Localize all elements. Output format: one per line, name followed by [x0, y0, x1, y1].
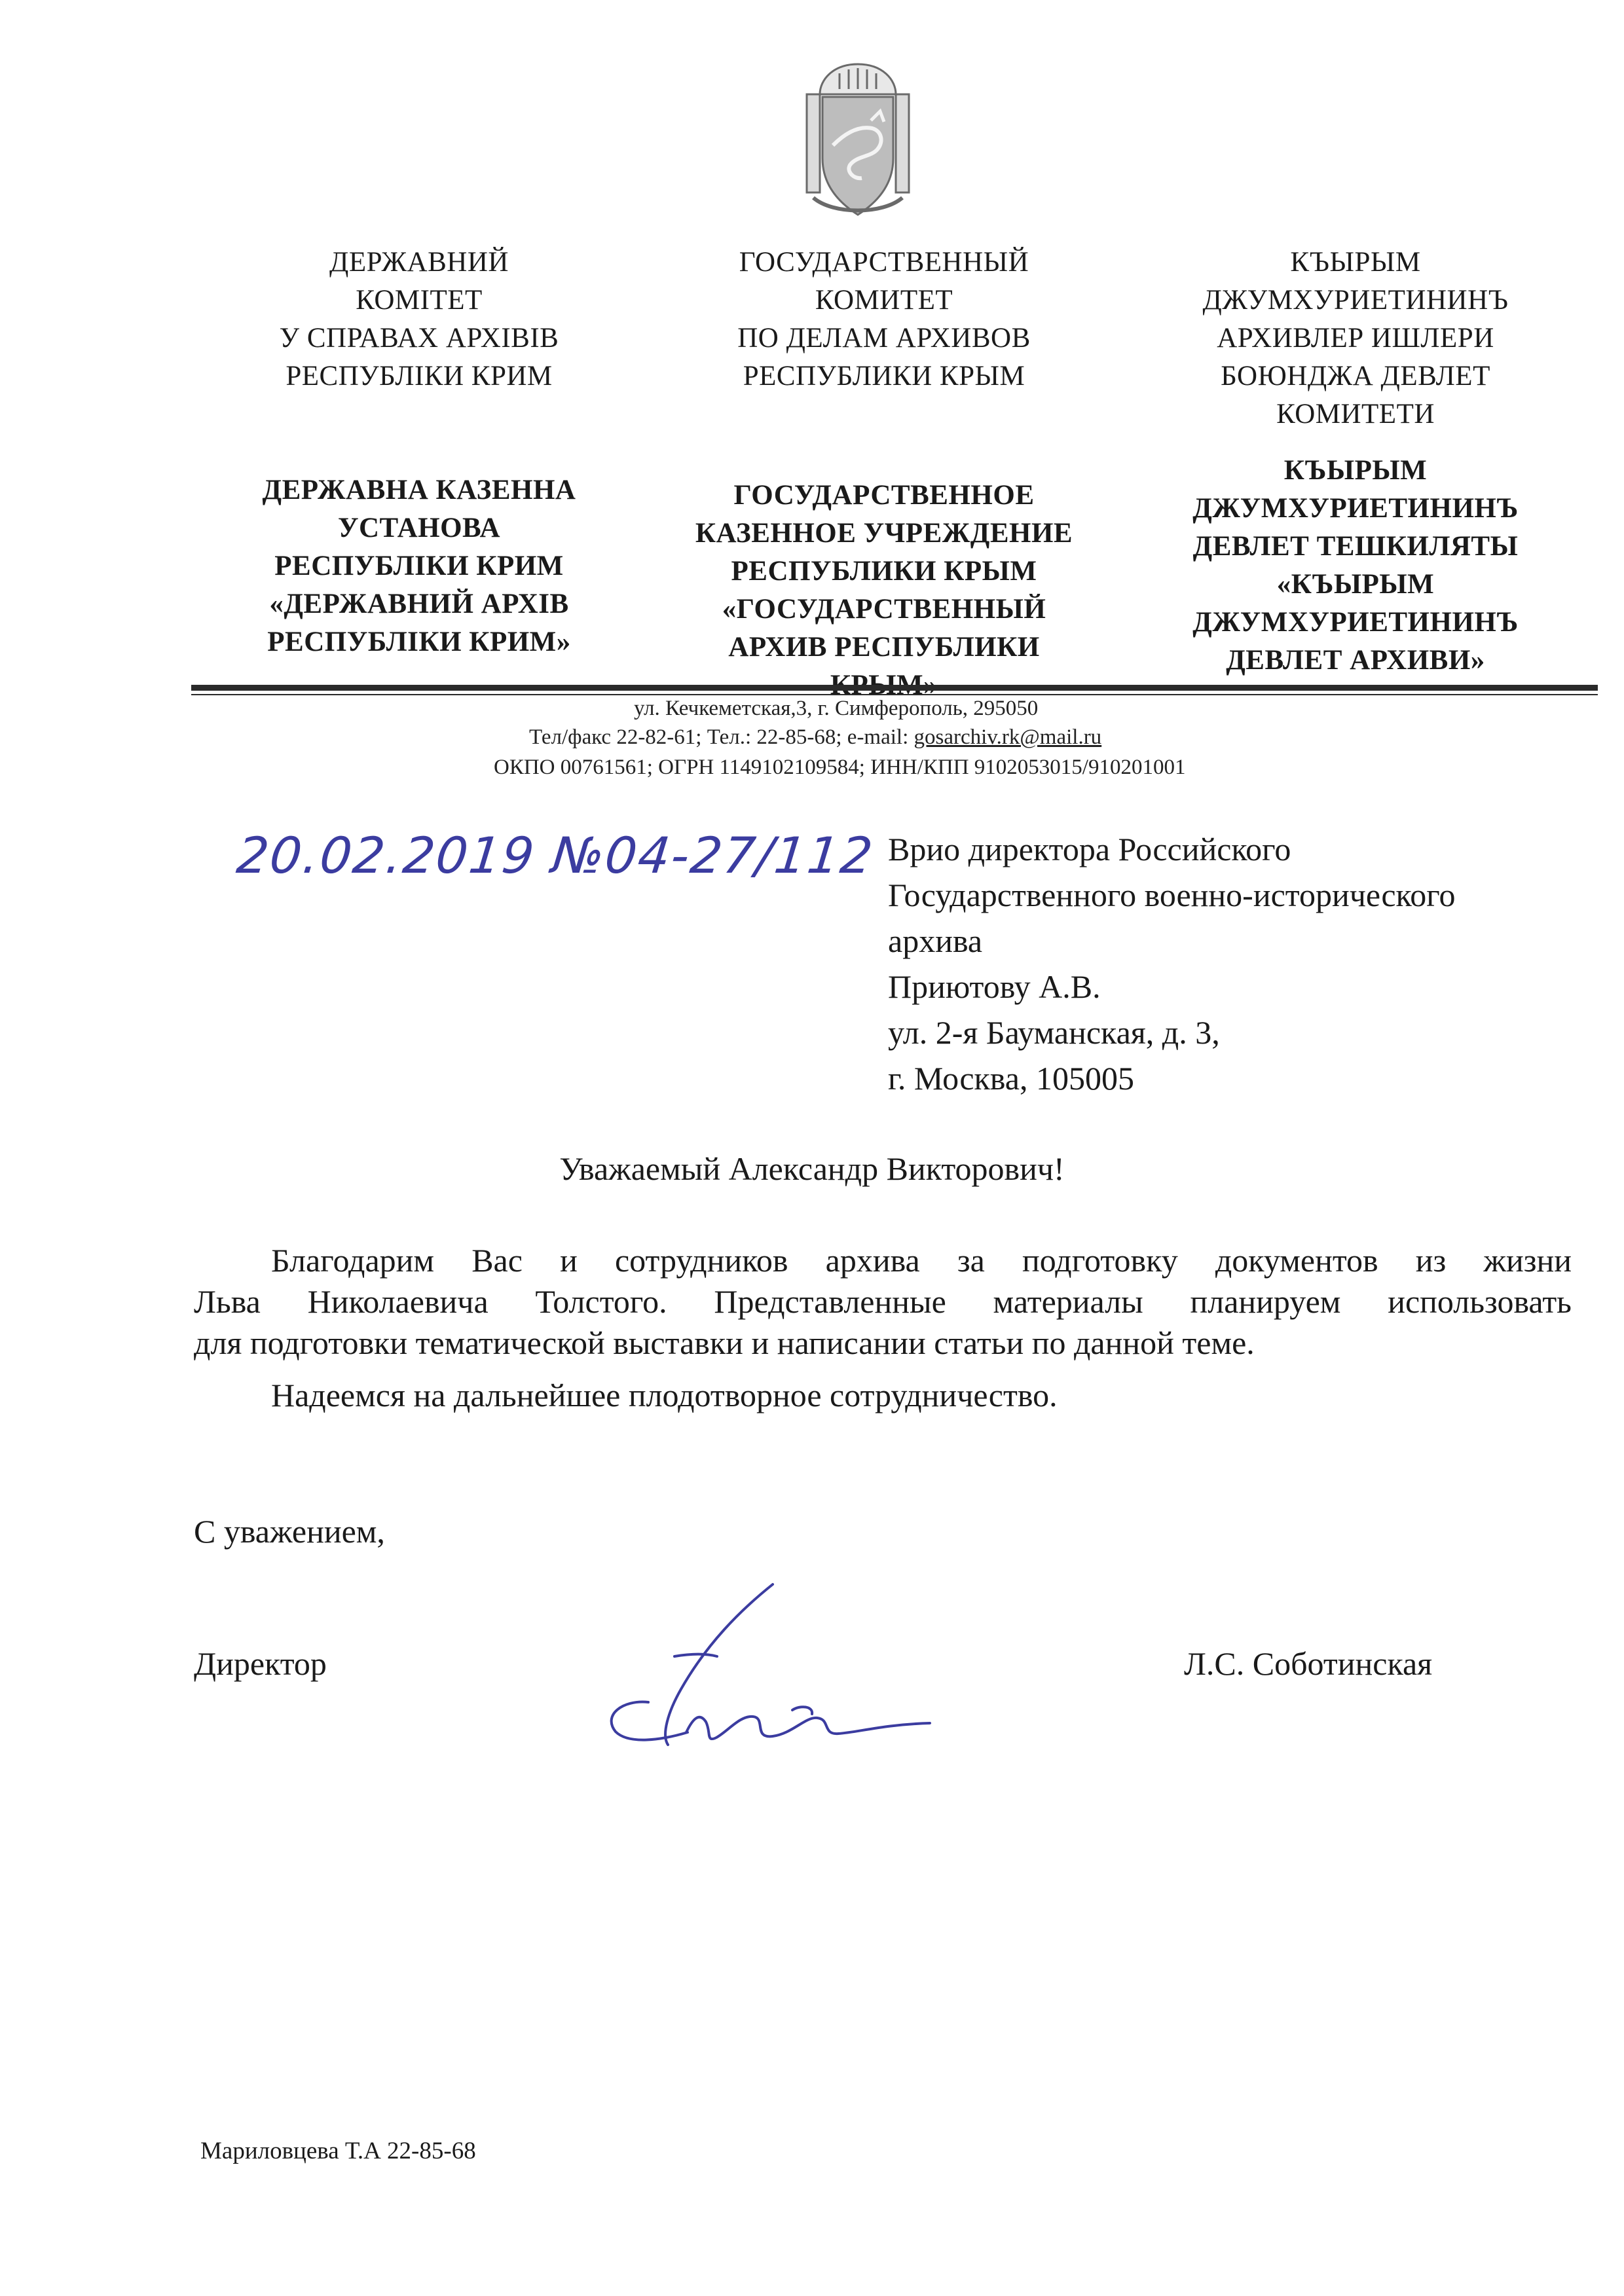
header-ru-institution — [655, 477, 1113, 704]
header-line: ПО ДЕЛАМ АРХИВОВ — [737, 323, 1031, 354]
header-uk-institution — [196, 471, 642, 661]
addressee-line: г. Москва, 105005 — [888, 1060, 1134, 1097]
header-line: ДЕВЛЕТ АРХИВИ» — [1226, 645, 1485, 676]
paragraph-line: Благодарим Вас и сотрудников архива за подготовку документов из жизни — [271, 1242, 1572, 1279]
header-line: ГОСУДАРСТВЕННЫЙ — [739, 247, 1029, 278]
header-line: БОЮНДЖА ДЕВЛЕТ — [1221, 361, 1490, 392]
header-line: КАЗЕННОЕ УЧРЕЖДЕНИЕ — [695, 518, 1073, 549]
letter-closing: С уважением, — [194, 1513, 385, 1550]
coat-of-arms-emblem — [794, 60, 922, 230]
header-line: КОМИТЕТ — [815, 285, 953, 316]
header-line: КЪЫРЫМ — [1290, 247, 1421, 278]
header-line: РЕСПУБЛИКИ КРЫМ — [743, 361, 1025, 392]
header-crh-institution — [1153, 452, 1559, 680]
header-line: «ГОСУДАРСТВЕННЫЙ — [722, 594, 1046, 625]
executor-contact: Мариловцева Т.А 22-85-68 — [200, 2138, 476, 2164]
header-line: ДЕВЛЕТ ТЕШКИЛЯТЫ — [1192, 531, 1519, 562]
header-line: ГОСУДАРСТВЕННОЕ — [733, 480, 1035, 511]
header-line: КОМІТЕТ — [356, 285, 483, 316]
signatory-name: Л.С. Соботинская — [1184, 1645, 1433, 1682]
addressee-line: Врио директора Российского — [888, 831, 1291, 867]
header-ru-committee — [655, 244, 1113, 395]
handwritten-signature — [576, 1571, 943, 1787]
header-divider-thick — [191, 685, 1598, 691]
header-line: ДЕРЖАВНИЙ — [329, 247, 509, 278]
header-uk-committee — [196, 244, 642, 395]
addressee-line: Государственного военно-исторического — [888, 877, 1456, 913]
header-line: У СПРАВАХ АРХІВІВ — [279, 323, 559, 354]
header-line: «КЪЫРЫМ — [1276, 569, 1435, 600]
header-line: УСТАНОВА — [337, 513, 501, 543]
header-line: РЕСПУБЛІКИ КРИМ — [274, 551, 564, 581]
email-link[interactable]: gosarchiv.rk@mail.ru — [913, 725, 1102, 749]
paragraph-line: для подготовки тематической выставки и написании статьи по данной теме. — [194, 1324, 1255, 1361]
header-line: РЕСПУБЛИКИ КРЫМ — [731, 556, 1037, 587]
requisites-address: ул. Кечкеметская,3, г. Симферополь, 295050 — [634, 697, 1039, 720]
paragraph-line: Надеемся на дальнейшее плодотворное сотрудничество. — [271, 1377, 1058, 1413]
header-line: КЪЫРЫМ — [1283, 455, 1428, 486]
header-line: ДЕРЖАВНА КАЗЕННА — [262, 475, 576, 505]
header-line: АРХИВ РЕСПУБЛИКИ — [728, 632, 1040, 663]
letter-greeting: Уважаемый Александр Викторович! — [559, 1150, 1065, 1187]
header-line: ДЖУМХУРИЕТИНИНЪ — [1192, 493, 1519, 524]
header-line: ДЖУМХУРИЕТИНИНЪ — [1202, 285, 1509, 316]
header-line: АРХИВЛЕР ИШЛЕРИ — [1217, 323, 1494, 354]
header-crh-committee — [1153, 244, 1559, 433]
header-line: «ДЕРЖАВНИЙ АРХІВ — [269, 589, 569, 619]
addressee-line: Приютову А.В. — [888, 968, 1101, 1005]
letter-paragraph — [194, 1240, 1572, 1364]
requisites-contacts — [529, 723, 1101, 752]
letter-paragraph — [194, 1375, 1572, 1416]
contacts-text: Тел/факс 22-82-61; Тел.: 22-85-68; e-mail: — [529, 725, 914, 749]
header-line: ДЖУМХУРИЕТИНИНЪ — [1192, 607, 1519, 638]
header-line: КОМИТЕТИ — [1276, 399, 1435, 429]
addressee-block — [888, 826, 1456, 1101]
addressee-line: ул. 2-я Бауманская, д. 3, — [888, 1014, 1220, 1051]
requisites-codes: ОКПО 00761561; ОГРН 1149102109584; ИНН/КПП 9102053015/910201001 — [494, 756, 1186, 779]
header-line: РЕСПУБЛІКИ КРИМ» — [267, 627, 571, 657]
addressee-line: архива — [888, 922, 983, 959]
signatory-title: Директор — [194, 1645, 327, 1682]
handwritten-registration: 20.02.2019 №04-27/112 — [234, 826, 877, 884]
header-line: РЕСПУБЛІКИ КРИМ — [286, 361, 553, 392]
paragraph-line: Льва Николаевича Толстого. Представленные материалы планируем использовать — [194, 1283, 1572, 1320]
